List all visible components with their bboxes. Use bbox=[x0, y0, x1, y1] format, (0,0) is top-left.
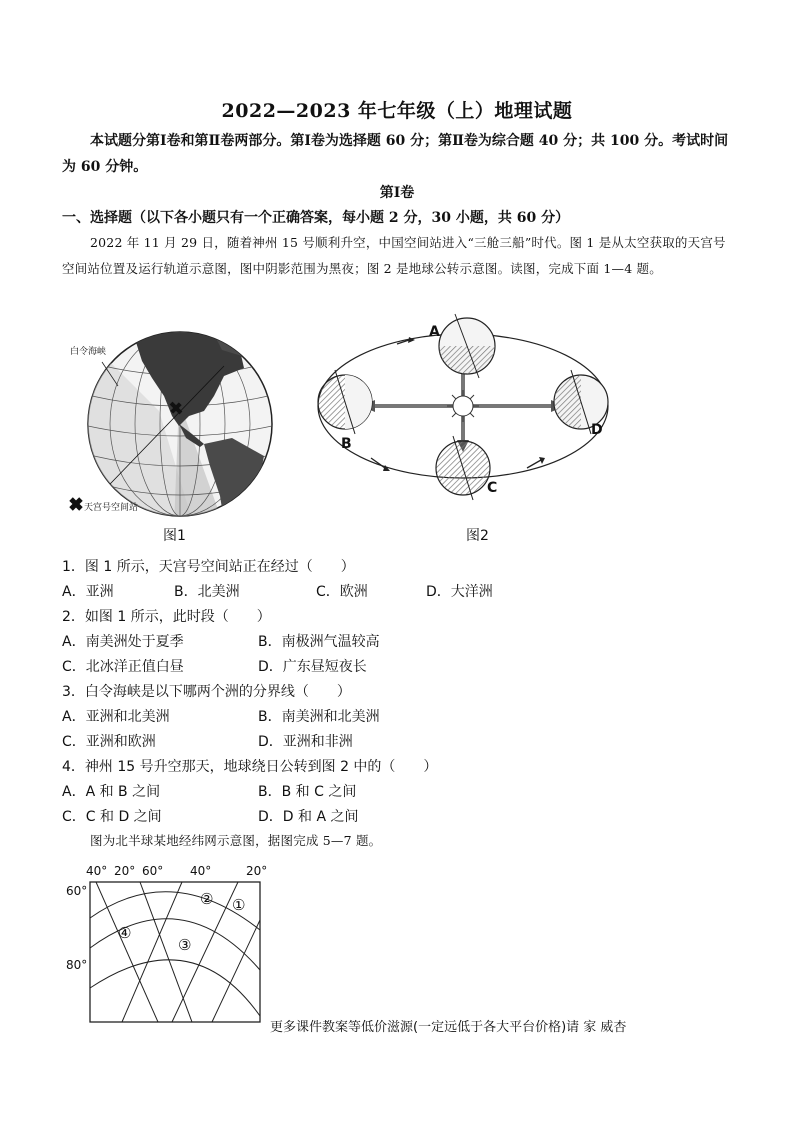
point-4: ④ bbox=[118, 924, 132, 942]
q1-option-c[interactable]: C．欧洲 bbox=[316, 584, 368, 600]
point-1: ① bbox=[232, 896, 246, 914]
stem-5-7: 图为北半球某地经纬网示意图，据图完成 5—7 题。 bbox=[90, 833, 382, 848]
exam-intro: 本试题分第Ⅰ卷和第Ⅱ卷两部分。第Ⅰ卷为选择题 60 分；第Ⅱ卷为综合题 40 分；共 100 分。考试时间为 60 分钟。 bbox=[62, 133, 729, 175]
q4-option-c[interactable]: C．C 和 D 之间 bbox=[62, 809, 162, 825]
q1-option-d[interactable]: D．大洋洲 bbox=[426, 584, 493, 600]
point-3: ③ bbox=[178, 936, 192, 954]
point-2: ② bbox=[200, 890, 214, 908]
footer-note: 更多课件教案等低价滋源(一定远低于各大平台价格)请 家 威杏 bbox=[270, 1020, 627, 1035]
figure-3 bbox=[62, 860, 272, 1030]
question-4-stem: 4．神州 15 号升空那天，地球绕日公转到图 2 中的（ ） bbox=[62, 759, 438, 775]
label-c: C bbox=[487, 480, 498, 496]
earth-position-a bbox=[439, 314, 495, 378]
part1-heading: 一、选择题（以下各小题只有一个正确答案，每小题 2 分，30 小题，共 60 分） bbox=[62, 210, 570, 226]
q3-option-d[interactable]: D．亚洲和非洲 bbox=[258, 734, 353, 750]
label-b: B bbox=[341, 436, 352, 452]
station-legend-icon bbox=[66, 494, 86, 514]
lon-label-5: 20° bbox=[246, 864, 268, 878]
station-legend-label: 天宫号空间站 bbox=[84, 503, 139, 513]
figure-2 bbox=[305, 310, 625, 510]
earth-position-c bbox=[436, 436, 490, 500]
lat-label-60: 60° bbox=[66, 884, 88, 898]
q4-option-b[interactable]: B．B 和 C 之间 bbox=[258, 784, 357, 800]
question-3-stem: 3．白令海峡是以下哪两个洲的分界线（ ） bbox=[62, 684, 351, 700]
question-2-stem: 2．如图 1 所示，此时段（ ） bbox=[62, 609, 271, 625]
bering-strait-label: 白令海峡 bbox=[70, 347, 107, 357]
lon-label-2: 20° bbox=[114, 864, 136, 878]
lon-label-1: 40° bbox=[86, 864, 108, 878]
figure-1 bbox=[64, 316, 278, 526]
figure-1-caption: 图1 bbox=[163, 528, 186, 544]
q1-option-b[interactable]: B．北美洲 bbox=[174, 584, 240, 600]
q2-option-c[interactable]: C．北冰洋正值白昼 bbox=[62, 659, 184, 675]
q3-option-c[interactable]: C．亚洲和欧洲 bbox=[62, 734, 156, 750]
section-title: 第Ⅰ卷 bbox=[379, 185, 415, 201]
stem-1-4: 2022 年 11 月 29 日，随着神州 15 号顺利升空，中国空间站进入“三舱三船”时代。图 1 是从太空获取的天宫号空间站位置及运行轨道示意图，图中阴影范围为黑夜；图 2 是地球公转示意图。读图，完成下面 1—4 题。 bbox=[62, 235, 726, 276]
q2-option-b[interactable]: B．南极洲气温较高 bbox=[258, 634, 380, 650]
q2-option-d[interactable]: D．广东昼短夜长 bbox=[258, 659, 367, 675]
lat-label-80: 80° bbox=[66, 958, 88, 972]
earth-position-b bbox=[318, 370, 372, 434]
q2-option-a[interactable]: A．南美洲处于夏季 bbox=[62, 634, 184, 650]
q4-option-d[interactable]: D．D 和 A 之间 bbox=[258, 809, 359, 825]
question-1-stem: 1．图 1 所示，天宫号空间站正在经过（ ） bbox=[62, 559, 355, 575]
q4-option-a[interactable]: A．A 和 B 之间 bbox=[62, 784, 161, 800]
lon-label-4: 40° bbox=[190, 864, 212, 878]
revolution-diagram bbox=[305, 310, 625, 510]
q3-option-b[interactable]: B．南美洲和北美洲 bbox=[258, 709, 380, 725]
lon-label-3: 60° bbox=[142, 864, 164, 878]
page-title: 2022—2023 年七年级（上）地理试题 bbox=[221, 100, 573, 122]
graticule-diagram bbox=[62, 860, 272, 1030]
label-d: D bbox=[591, 422, 603, 438]
label-a: A bbox=[429, 324, 440, 340]
q3-option-a[interactable]: A．亚洲和北美洲 bbox=[62, 709, 170, 725]
figure-2-caption: 图2 bbox=[466, 528, 489, 544]
q1-option-a[interactable]: A．亚洲 bbox=[62, 584, 114, 600]
